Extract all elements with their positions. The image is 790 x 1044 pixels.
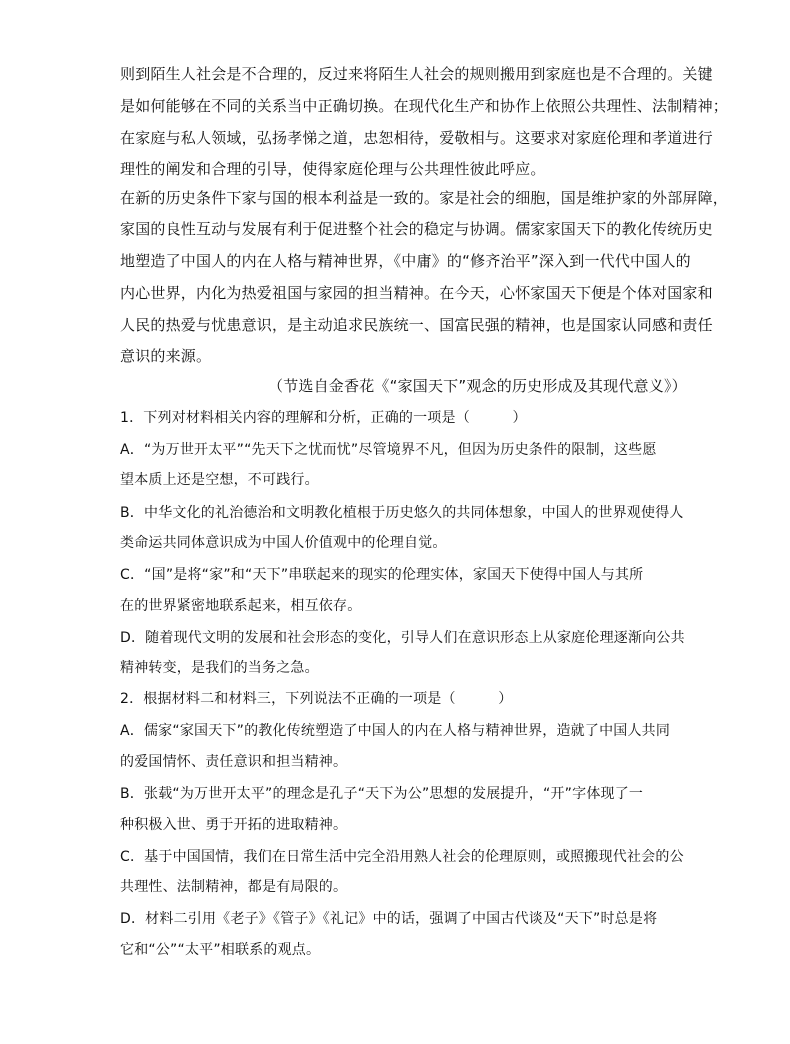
option-d-line: D．随着现代文明的发展和社会形态的变化，引导人们在意识形态上从家庭伦理逐渐向公共 [120, 630, 685, 646]
option-a-line: 的爱国情怀、责任意识和担当精神。 [120, 754, 348, 770]
option-c-line: C．基于中国国情，我们在日常生活中完全沿用熟人社会的伦理原则，或照搬现代社会的公 [120, 849, 684, 865]
passage-line: 在家庭与私人领域，弘扬孝悌之道，忠恕相待，爱敬相与。这要求对家庭伦理和孝道进行 [120, 129, 713, 147]
question-stem: 1．下列对材料相关内容的理解和分析，正确的一项是（ ） [120, 410, 527, 426]
option-b-line: B．张载“为万世开太平”的理念是孔子“天下为公”思想的发展提升，“开”字体现了一 [120, 786, 644, 802]
option-a-line: A．儒家“家国天下”的教化传统塑造了中国人的内在人格与精神世界，造就了中国人共同 [120, 723, 671, 739]
passage-line: 家国的良性互动与发展有利于促进整个社会的稳定与协调。儒家家国天下的教化传统历史 [120, 220, 713, 238]
option-a-line: 望本质上还是空想，不可践行。 [120, 472, 319, 488]
passage-line: 内心世界，内化为热爱祖国与家园的担当精神。在今天，心怀家国天下便是个体对国家和 [120, 284, 713, 302]
question-stem: 2．根据材料二和材料三，下列说法不正确的一项是（ ） [120, 691, 513, 707]
passage-line: 是如何能够在不同的关系当中正确切换。在现代化生产和协作上依照公共理性、法制精神； [120, 97, 729, 115]
option-b-line: 种积极入世、勇于开拓的进取精神。 [120, 817, 348, 833]
option-c-line: 在的世界紧密地联系起来，相互依存。 [120, 598, 362, 614]
option-a-line: A．“为万世开太平”“先天下之忧而忧”尽管境界不凡，但因为历史条件的限制，这些愿 [120, 442, 657, 458]
option-d-line: D．材料二引用《老子》《管子》《礼记》中的话，强调了中国古代谈及“天下”时总是将 [120, 911, 658, 927]
option-d-line: 它和“公”“太平”相联系的观点。 [120, 942, 321, 958]
option-d-line: 精神转变，是我们的当务之急。 [120, 660, 319, 676]
passage-line: 地塑造了中国人的内在人格与精神世界，《中庸》的“修齐治平”深入到一代代中国人的 [120, 252, 691, 270]
option-c-line: C．“国”是将“家”和“天下”串联起来的现实的伦理实体，家国天下使得中国人与其所 [120, 567, 644, 583]
passage-line: 理性的阐发和合理的引导，使得家庭伦理与公共理性彼此呼应。 [120, 160, 546, 178]
option-c-line: 共理性、法制精神，都是有局限的。 [120, 879, 348, 895]
source-citation: （节选自金香花《“家国天下”观念的历史形成及其现代意义》） [268, 377, 687, 395]
passage-line: 人民的热爱与忧患意识，是主动追求民族统一、国富民强的精神，也是国家认同感和责任 [120, 316, 713, 334]
option-b-line: B．中华文化的礼治德治和文明教化植根于历史悠久的共同体想象，中国人的世界观使得人 [120, 505, 684, 521]
option-b-line: 类命运共同体意识成为中国人价值观中的伦理自觉。 [120, 535, 447, 551]
passage-line: 在新的历史条件下家与国的根本利益是一致的。家是社会的细胞，国是维护家的外部屏障， [120, 189, 729, 207]
passage-line: 则到陌生人社会是不合理的，反过来将陌生人社会的规则搬用到家庭也是不合理的。关键 [120, 65, 713, 83]
passage-line: 意识的来源。 [120, 347, 212, 365]
